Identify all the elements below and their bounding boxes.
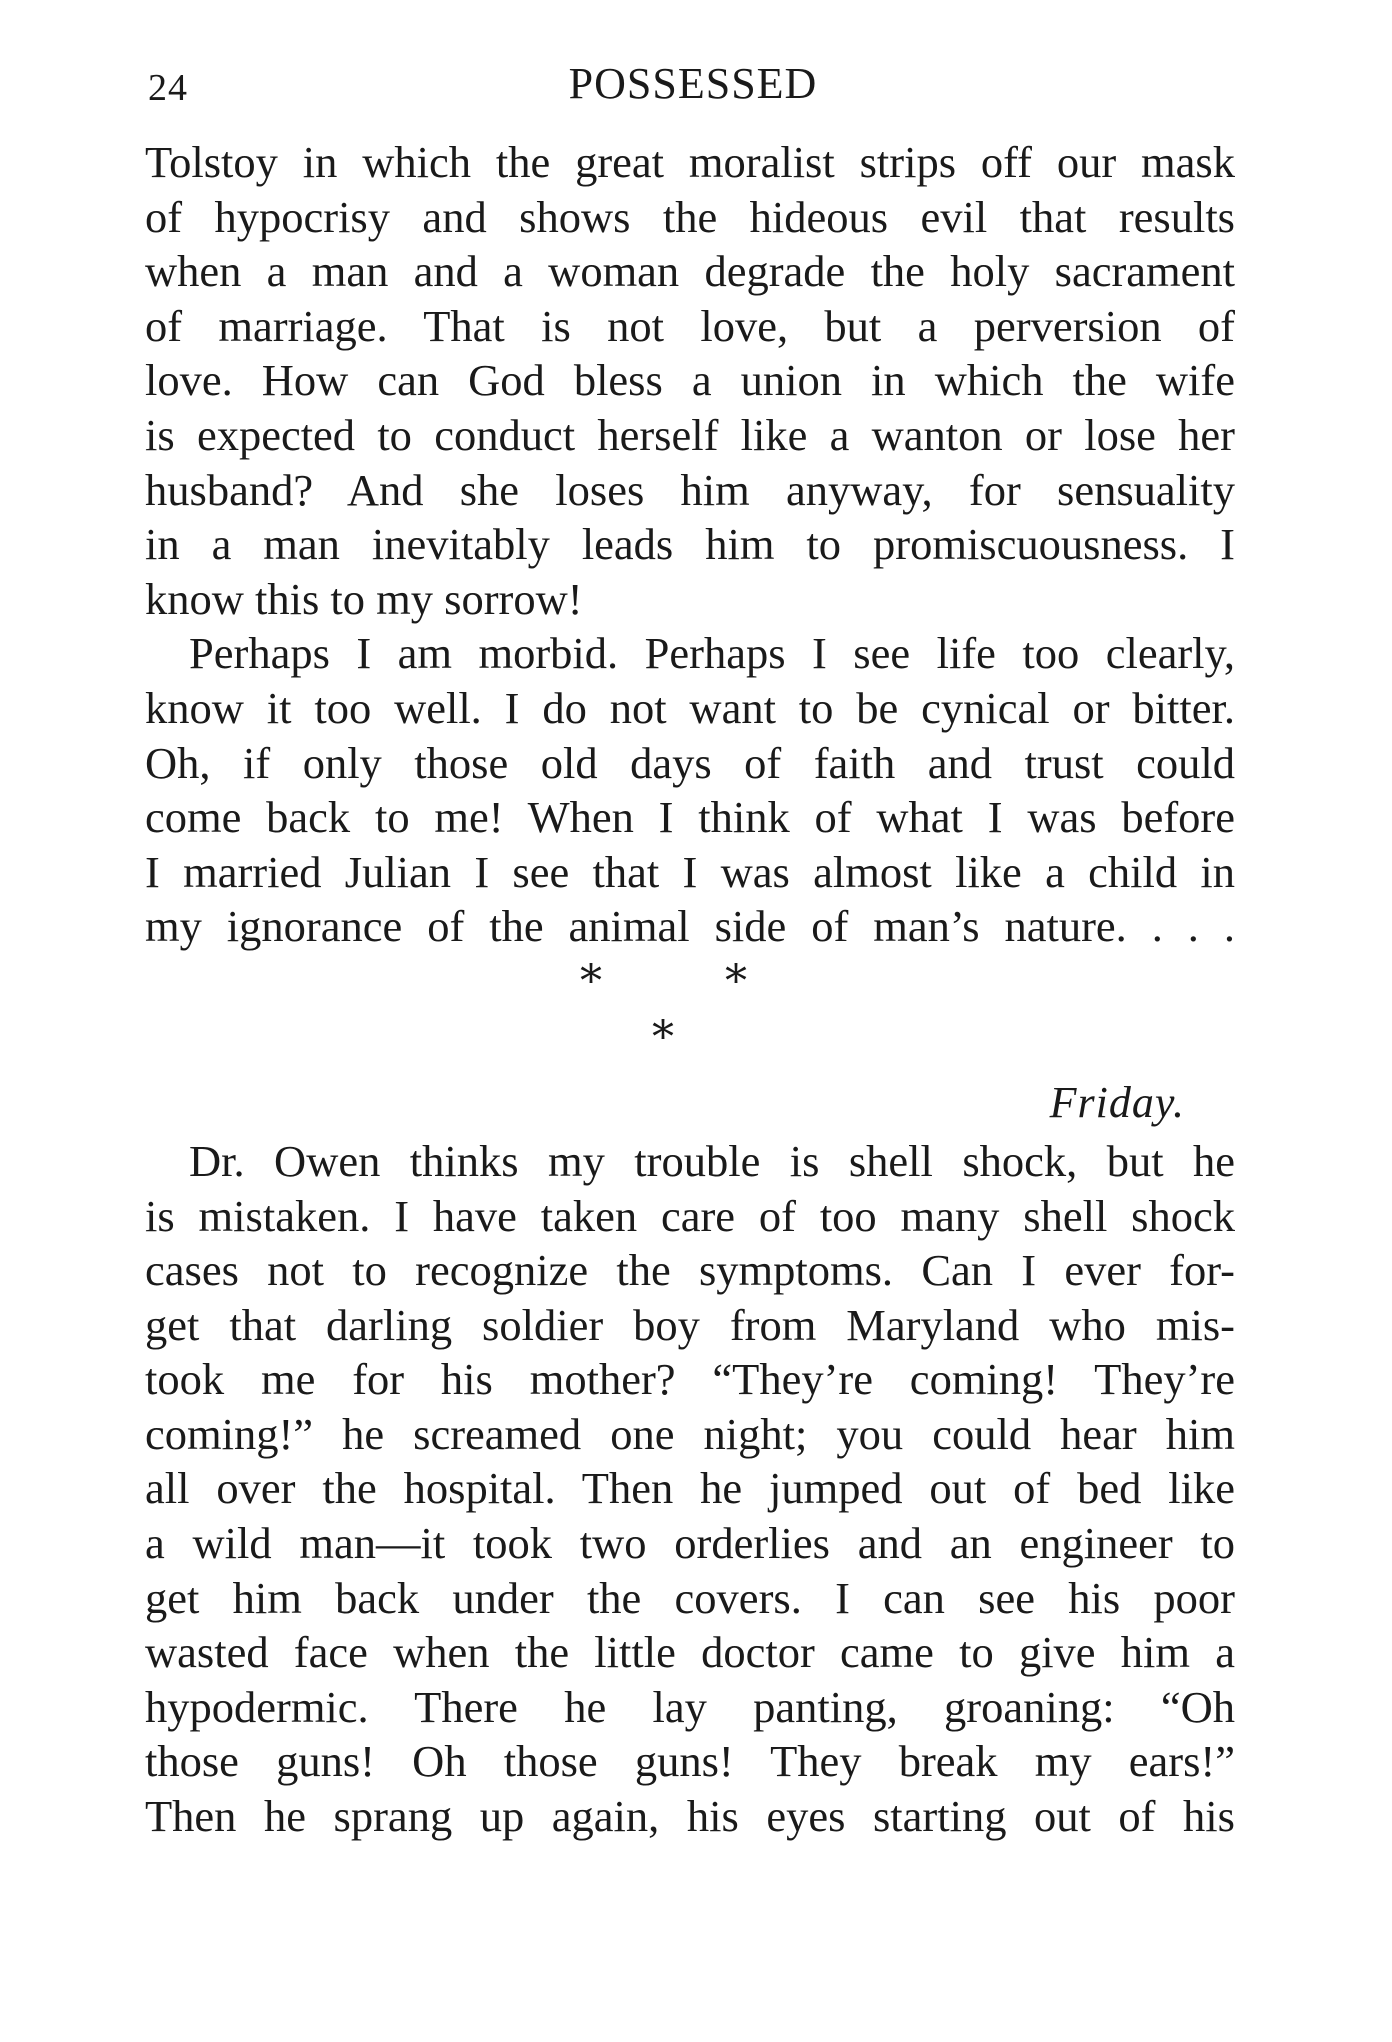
- text-line: in a man inevitably leads him to promiscuousness. I: [145, 519, 1235, 570]
- text-line: a wild man—it took two orderlies and an engineer to: [145, 1518, 1235, 1569]
- section-break: [145, 954, 1235, 1072]
- page-number: 24: [148, 67, 188, 109]
- text-line: when a man and a woman degrade the holy sacrament: [145, 246, 1235, 297]
- text-line: come back to me! When I think of what I was before: [145, 792, 1235, 843]
- text-line: get that darling soldier boy from Maryland who mis-: [145, 1299, 1235, 1350]
- text-line: is expected to conduct herself like a wanton or lose her: [145, 409, 1235, 460]
- running-head: [148, 58, 1238, 118]
- book-title: POSSESSED: [568, 59, 818, 108]
- text-line: hypodermic. There he lay panting, groaning: “Oh: [145, 1681, 1235, 1732]
- text-line: Then he sprang up again, his eyes starting out of his: [145, 1791, 1235, 1842]
- text-line: Oh, if only those old days of faith and trust could: [145, 737, 1235, 788]
- text-line: I married Julian I see that I was almost like a child in: [145, 846, 1235, 897]
- text-line: those guns! Oh those guns! They break my ears!”: [145, 1736, 1235, 1787]
- asterisk: *: [580, 955, 602, 1007]
- text-line: is mistaken. I have taken care of too many shell shock: [145, 1190, 1235, 1241]
- text-line: my ignorance of the animal side of man’s nature. . . .: [145, 901, 1235, 952]
- text-line: cases not to recognize the symptoms. Can I ever for-: [145, 1245, 1235, 1296]
- text-line: know it too well. I do not want to be cynical or bitter.: [145, 682, 1235, 733]
- text-line: coming!” he screamed one night; you could hear him: [145, 1408, 1235, 1459]
- text-line: husband? And she loses him anyway, for sensuality: [145, 464, 1235, 515]
- text-line: know this to my sorrow!: [145, 573, 583, 624]
- text-line: wasted face when the little doctor came to give him a: [145, 1627, 1235, 1678]
- entry-date: Friday.: [1049, 1077, 1185, 1127]
- text-line: Tolstoy in which the great moralist strips off our mask: [145, 137, 1235, 187]
- text-line: of marriage. That is not love, but a perversion of: [145, 300, 1235, 351]
- text-line: all over the hospital. Then he jumped out of bed like: [145, 1463, 1235, 1514]
- asterisk: *: [652, 1011, 674, 1063]
- body-text: [145, 135, 1235, 1844]
- text-line: Dr. Owen thinks my trouble is shell shock, but he: [189, 1135, 1235, 1186]
- text-line: get him back under the covers. I can see his poor: [145, 1572, 1235, 1623]
- text-line: love. How can God bless a union in which the wife: [145, 355, 1235, 406]
- text-line: of hypocrisy and shows the hideous evil that results: [145, 191, 1235, 242]
- asterisk: *: [725, 955, 747, 1007]
- text-line: took me for his mother? “They’re coming! They’re: [145, 1354, 1235, 1405]
- text-line: Perhaps I am morbid. Perhaps I see life too clearly,: [189, 628, 1235, 679]
